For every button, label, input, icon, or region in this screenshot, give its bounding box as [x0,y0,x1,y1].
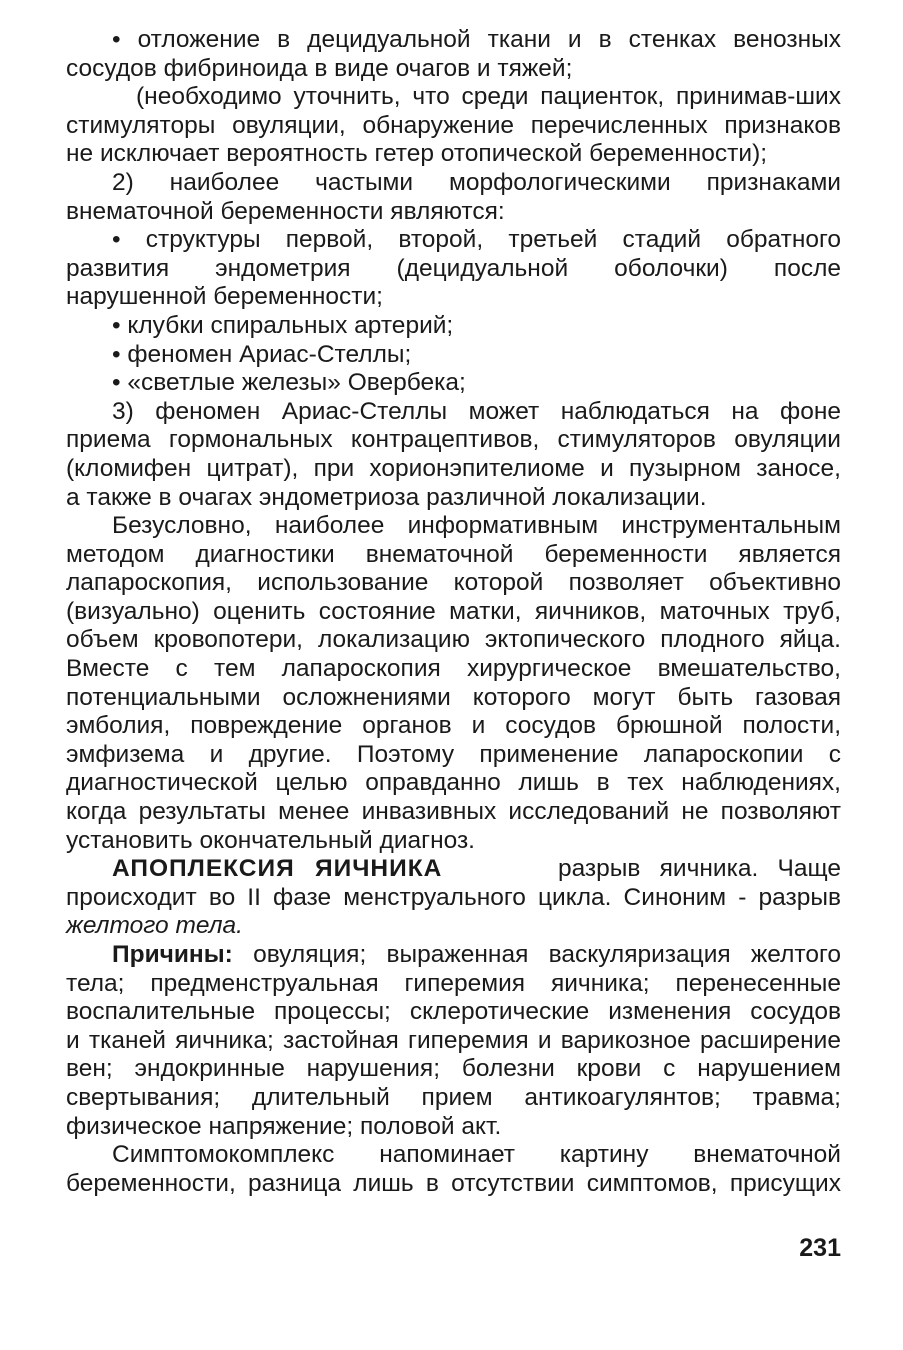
section-heading: АПОПЛЕКСИЯ ЯИЧНИКА [112,855,443,883]
text-line: когда результаты менее инвазивных исследований не позволяют [66,798,841,826]
text-line: эмфизема и другие. Поэтому применение лапароскопии с [66,740,841,768]
text-line: 3) феномен Ариас-Стеллы может наблюдаться на фоне [112,397,841,425]
text-line: происходит во II фазе менструального цикла. Синоним - разрыв [66,883,841,911]
page-text [66,26,841,1198]
text-line: методом диагностики внематочной беременности является [66,540,841,568]
text-line: сосудов фибриноида в виде очагов и тяжей; [66,54,573,82]
text-line: приема гормональных контрацептивов, стимуляторов овуляции [66,426,841,454]
text-line: потенциальными осложнениями которого могут быть газовая [66,683,841,711]
text-line: Безусловно, наиболее информативным инструментальным [112,512,841,540]
text-line: и тканей яичника; застойная гиперемия и варикозное расширение [66,1026,841,1054]
page-number: 231 [799,1234,841,1262]
text-line: не исключает вероятность гетер отопической беременности); [66,140,768,168]
text-line: Симптомокомплекс напоминает картину внематочной [112,1141,841,1169]
text-line: тела; предменструальная гиперемия яичника; перенесенные [66,969,841,997]
text-line: свертывания; длительный прием антикоагулянтов; травма; [66,1083,841,1111]
text-line: объем кровопотери, локализацию эктопического плодного яйца. [66,626,841,654]
text-line: а также в очагах эндометриоза различной локализации. [66,483,707,511]
text-line: (кломифен цитрат), при хорионэпителиоме и пузырном заносе, [66,454,841,482]
text-line: желтого тела. [66,912,243,940]
heading-definition: разрыв яичника. Чаще [557,855,841,883]
text-line: (визуально) оценить состояние матки, яичников, маточных труб, [66,597,841,625]
causes-line [66,941,841,970]
text-line: эмболия, повреждение органов и сосудов брюшной полости, [66,712,841,740]
text-line: диагностической целью оправданно лишь в тех наблюдениях, [66,769,841,797]
text-line: • отложение в децидуальной ткани и в стенках венозных [112,26,841,53]
text-line: физическое напряжение; половой акт. [66,1112,502,1140]
text-line: установить окончательный диагноз. [66,826,475,854]
text-line: вен; эндокринные нарушения; болезни крови с нарушением [66,1055,841,1083]
text-line: • клубки спиральных артерий; [112,311,454,339]
text-line: нарушенной беременности; [66,283,383,311]
text-line: развития эндометрия (децидуальной оболочки) после [66,254,841,282]
text-line: 2) наиболее частыми морфологическими признаками [112,168,841,196]
text-line: (необходимо уточнить, что среди пациенток, принимав-ших [136,83,841,111]
text-line: • «светлые железы» Овербека; [112,369,466,397]
text-line: лапароскопия, использование которой позволяет объективно [66,569,841,597]
causes-label: Причины: [112,941,233,968]
text-line: • феномен Ариас-Стеллы; [112,340,412,368]
text-line: внематочной беременности являются: [66,197,505,225]
causes-text: овуляция; выраженная васкуляризация желтого [253,941,841,968]
text-line: • структуры первой, второй, третьей стадий обратного [112,226,841,254]
text-line: стимуляторы овуляции, обнаружение перечисленных признаков [66,111,841,139]
text-line: Вместе с тем лапароскопия хирургическое вмешательство, [66,655,841,683]
heading-line [66,855,841,884]
text-line: воспалительные процессы; склеротические изменения сосудов [66,998,841,1026]
text-line: беременности, разница лишь в отсутствии симптомов, присущих [66,1169,841,1197]
